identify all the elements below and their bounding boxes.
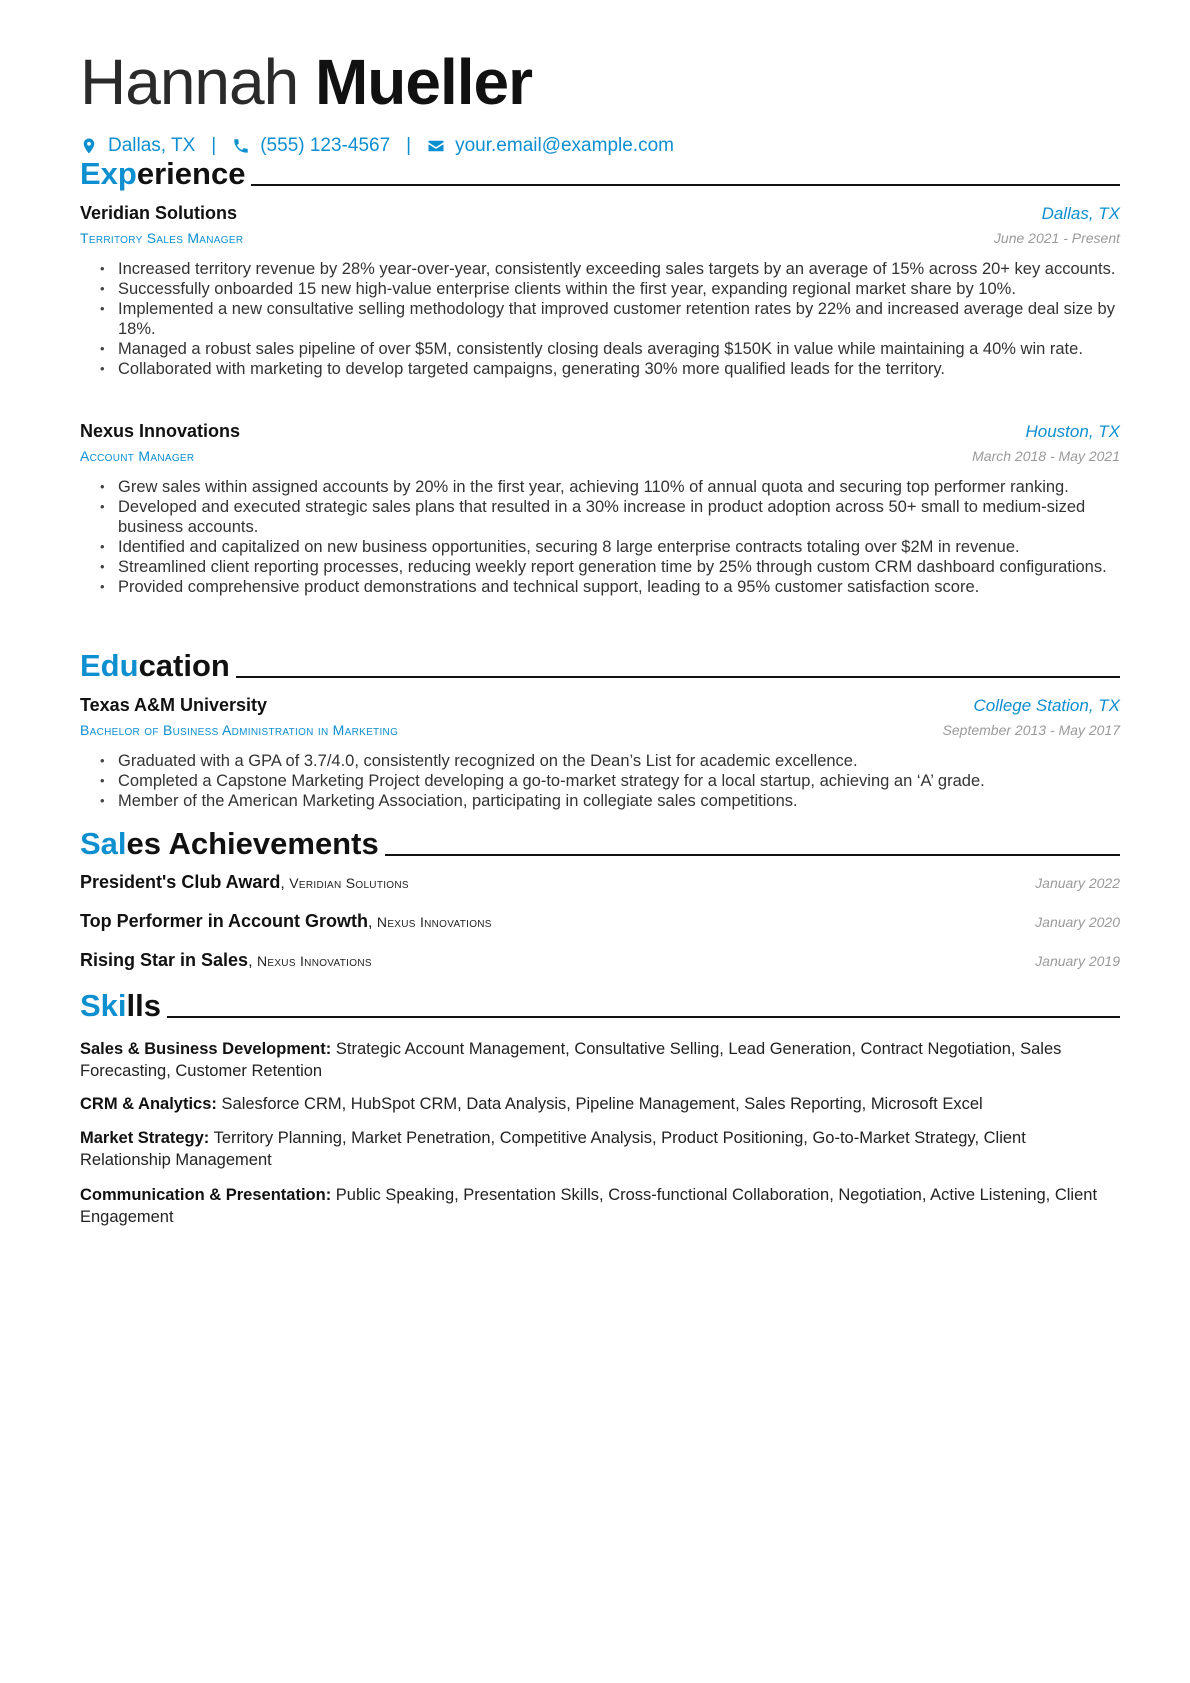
list-item: • Grew sales within assigned accounts by 20% in the first year, achieving 110% of annual quota and securing top performer ranking. [118, 477, 1120, 497]
list-item: • Provided comprehensive product demonstrations and technical support, leading to a 95% customer satisfaction score. [118, 577, 1120, 597]
section-title-accent: Sal [80, 826, 127, 861]
award-date: January 2020 [1035, 914, 1120, 930]
list-item: • Collaborated with marketing to develop targeted campaigns, generating 30% more qualified leads for the territory. [118, 359, 1120, 379]
job-location: Houston, TX [1025, 422, 1120, 441]
achievement-row: Top Performer in Account Growth, Nexus Innovations January 2020 [80, 911, 1120, 931]
section-rule [385, 854, 1120, 856]
skill-category: Market Strategy: [80, 1129, 210, 1147]
award-org: Nexus Innovations [376, 914, 492, 930]
envelope-icon [427, 137, 445, 155]
section-title-rest: es Achievements [126, 826, 379, 861]
degree: Bachelor of Business Administration in Marketing [80, 722, 399, 738]
skill-items: Territory Planning, Market Penetration, Competitive Analysis, Product Positioning, Go-to-Market Strategy, Client Relationship Management [80, 1129, 1026, 1169]
skill-group [80, 1038, 1120, 1082]
education-entry [80, 692, 1120, 811]
phone-icon [232, 137, 250, 155]
achievement-row: President's Club Award, Veridian Solutions January 2022 [80, 872, 1120, 892]
list-item: • Increased territory revenue by 28% year-over-year, consistently exceeding sales targets by an average of 15% across 20+ key accounts. [118, 259, 1120, 279]
skill-group [80, 1184, 1120, 1228]
experience-entry [80, 418, 1120, 597]
skill-items: Public Speaking, Presentation Skills, Cross-functional Collaboration, Negotiation, Active Listening, Client Engagement [80, 1186, 1098, 1226]
company-name: Veridian Solutions [80, 203, 238, 223]
email-text: your.email@example.com [455, 135, 674, 156]
section-title [80, 826, 379, 862]
section-rule [167, 1016, 1120, 1018]
award-date: January 2022 [1035, 875, 1120, 891]
list-item: • Managed a robust sales pipeline of over $5M, consistently closing deals averaging $150K in value while maintaining a 40% win rate. [118, 339, 1120, 359]
section-title-rest: cation [138, 648, 230, 683]
skill-category: Sales & Business Development: [80, 1040, 332, 1058]
company-name: Nexus Innovations [80, 421, 241, 441]
list-item: • Streamlined client reporting processes, reducing weekly report generation time by 25% through custom CRM dashboard configurations. [118, 557, 1120, 577]
section-title-accent: Exp [80, 156, 137, 191]
achievements-heading [80, 826, 1120, 862]
job-dates: March 2018 - May 2021 [972, 448, 1120, 464]
award-title: President's Club Award [80, 872, 281, 892]
school-name: Texas A&M University [80, 695, 268, 715]
section-title-accent: Ski [80, 988, 127, 1023]
list-item: • Identified and capitalized on new business opportunities, securing 8 large enterprise contracts totaling over $2M in revenue. [118, 537, 1120, 557]
experience-heading [80, 156, 1120, 192]
section-title-accent: Edu [80, 648, 139, 683]
contact-separator: | [406, 135, 412, 156]
first-name: Hannah [80, 46, 299, 118]
section-title-rest: lls [126, 988, 161, 1023]
bullet-list [80, 259, 1120, 379]
job-title: Account Manager [80, 448, 195, 464]
skills-heading [80, 988, 1120, 1024]
list-item: • Successfully onboarded 15 new high-value enterprise clients within the first year, expanding regional market share by 10%. [118, 279, 1120, 299]
award-org: Veridian Solutions [289, 875, 409, 891]
achievement-row: Rising Star in Sales, Nexus Innovations January 2019 [80, 950, 1120, 970]
bullet-list [80, 751, 1120, 811]
skill-group [80, 1093, 1120, 1115]
skill-category: Communication & Presentation: [80, 1186, 332, 1204]
job-location: Dallas, TX [1041, 204, 1120, 223]
skill-category: CRM & Analytics: [80, 1095, 217, 1113]
location-pin-icon [80, 137, 98, 155]
award-title: Top Performer in Account Growth [80, 911, 369, 931]
list-item: • Completed a Capstone Marketing Project developing a go-to-market strategy for a local startup, achieving an ‘A’ grade. [118, 771, 1120, 791]
skill-group [80, 1127, 1120, 1171]
section-rule [251, 184, 1120, 186]
experience-entry [80, 200, 1120, 379]
section-title [80, 988, 161, 1024]
section-title [80, 156, 245, 192]
job-title: Territory Sales Manager [80, 230, 244, 246]
last-name: Mueller [314, 46, 533, 118]
candidate-name [80, 42, 532, 122]
school-location: College Station, TX [973, 696, 1120, 715]
skill-items: Strategic Account Management, Consultative Selling, Lead Generation, Contract Negotiation, Sales Forecasting, Customer Retention [80, 1040, 1062, 1080]
education-dates: September 2013 - May 2017 [942, 722, 1120, 738]
phone-text: (555) 123-4567 [260, 135, 391, 156]
section-title-rest: erience [136, 156, 246, 191]
skill-items: Salesforce CRM, HubSpot CRM, Data Analysis, Pipeline Management, Sales Reporting, Microsoft Excel [221, 1095, 983, 1113]
job-dates: June 2021 - Present [993, 230, 1120, 246]
section-title [80, 648, 230, 684]
award-org: Nexus Innovations [256, 953, 372, 969]
list-item: • Graduated with a GPA of 3.7/4.0, consistently recognized on the Dean’s List for academic excellence. [118, 751, 1120, 771]
list-item: • Member of the American Marketing Association, participating in collegiate sales competitions. [118, 791, 1120, 811]
location-text: Dallas, TX [108, 135, 196, 156]
bullet-list [80, 477, 1120, 597]
award-title: Rising Star in Sales [80, 950, 249, 970]
contact-separator: | [211, 135, 217, 156]
education-heading [80, 648, 1120, 684]
award-date: January 2019 [1035, 953, 1120, 969]
list-item: • Developed and executed strategic sales plans that resulted in a 30% increase in product adoption across 50+ small to medium-sized business accounts. [118, 497, 1120, 537]
section-rule [236, 676, 1120, 678]
list-item: • Implemented a new consultative selling methodology that improved customer retention rates by 22% and increased average deal size by 18%. [118, 299, 1120, 339]
